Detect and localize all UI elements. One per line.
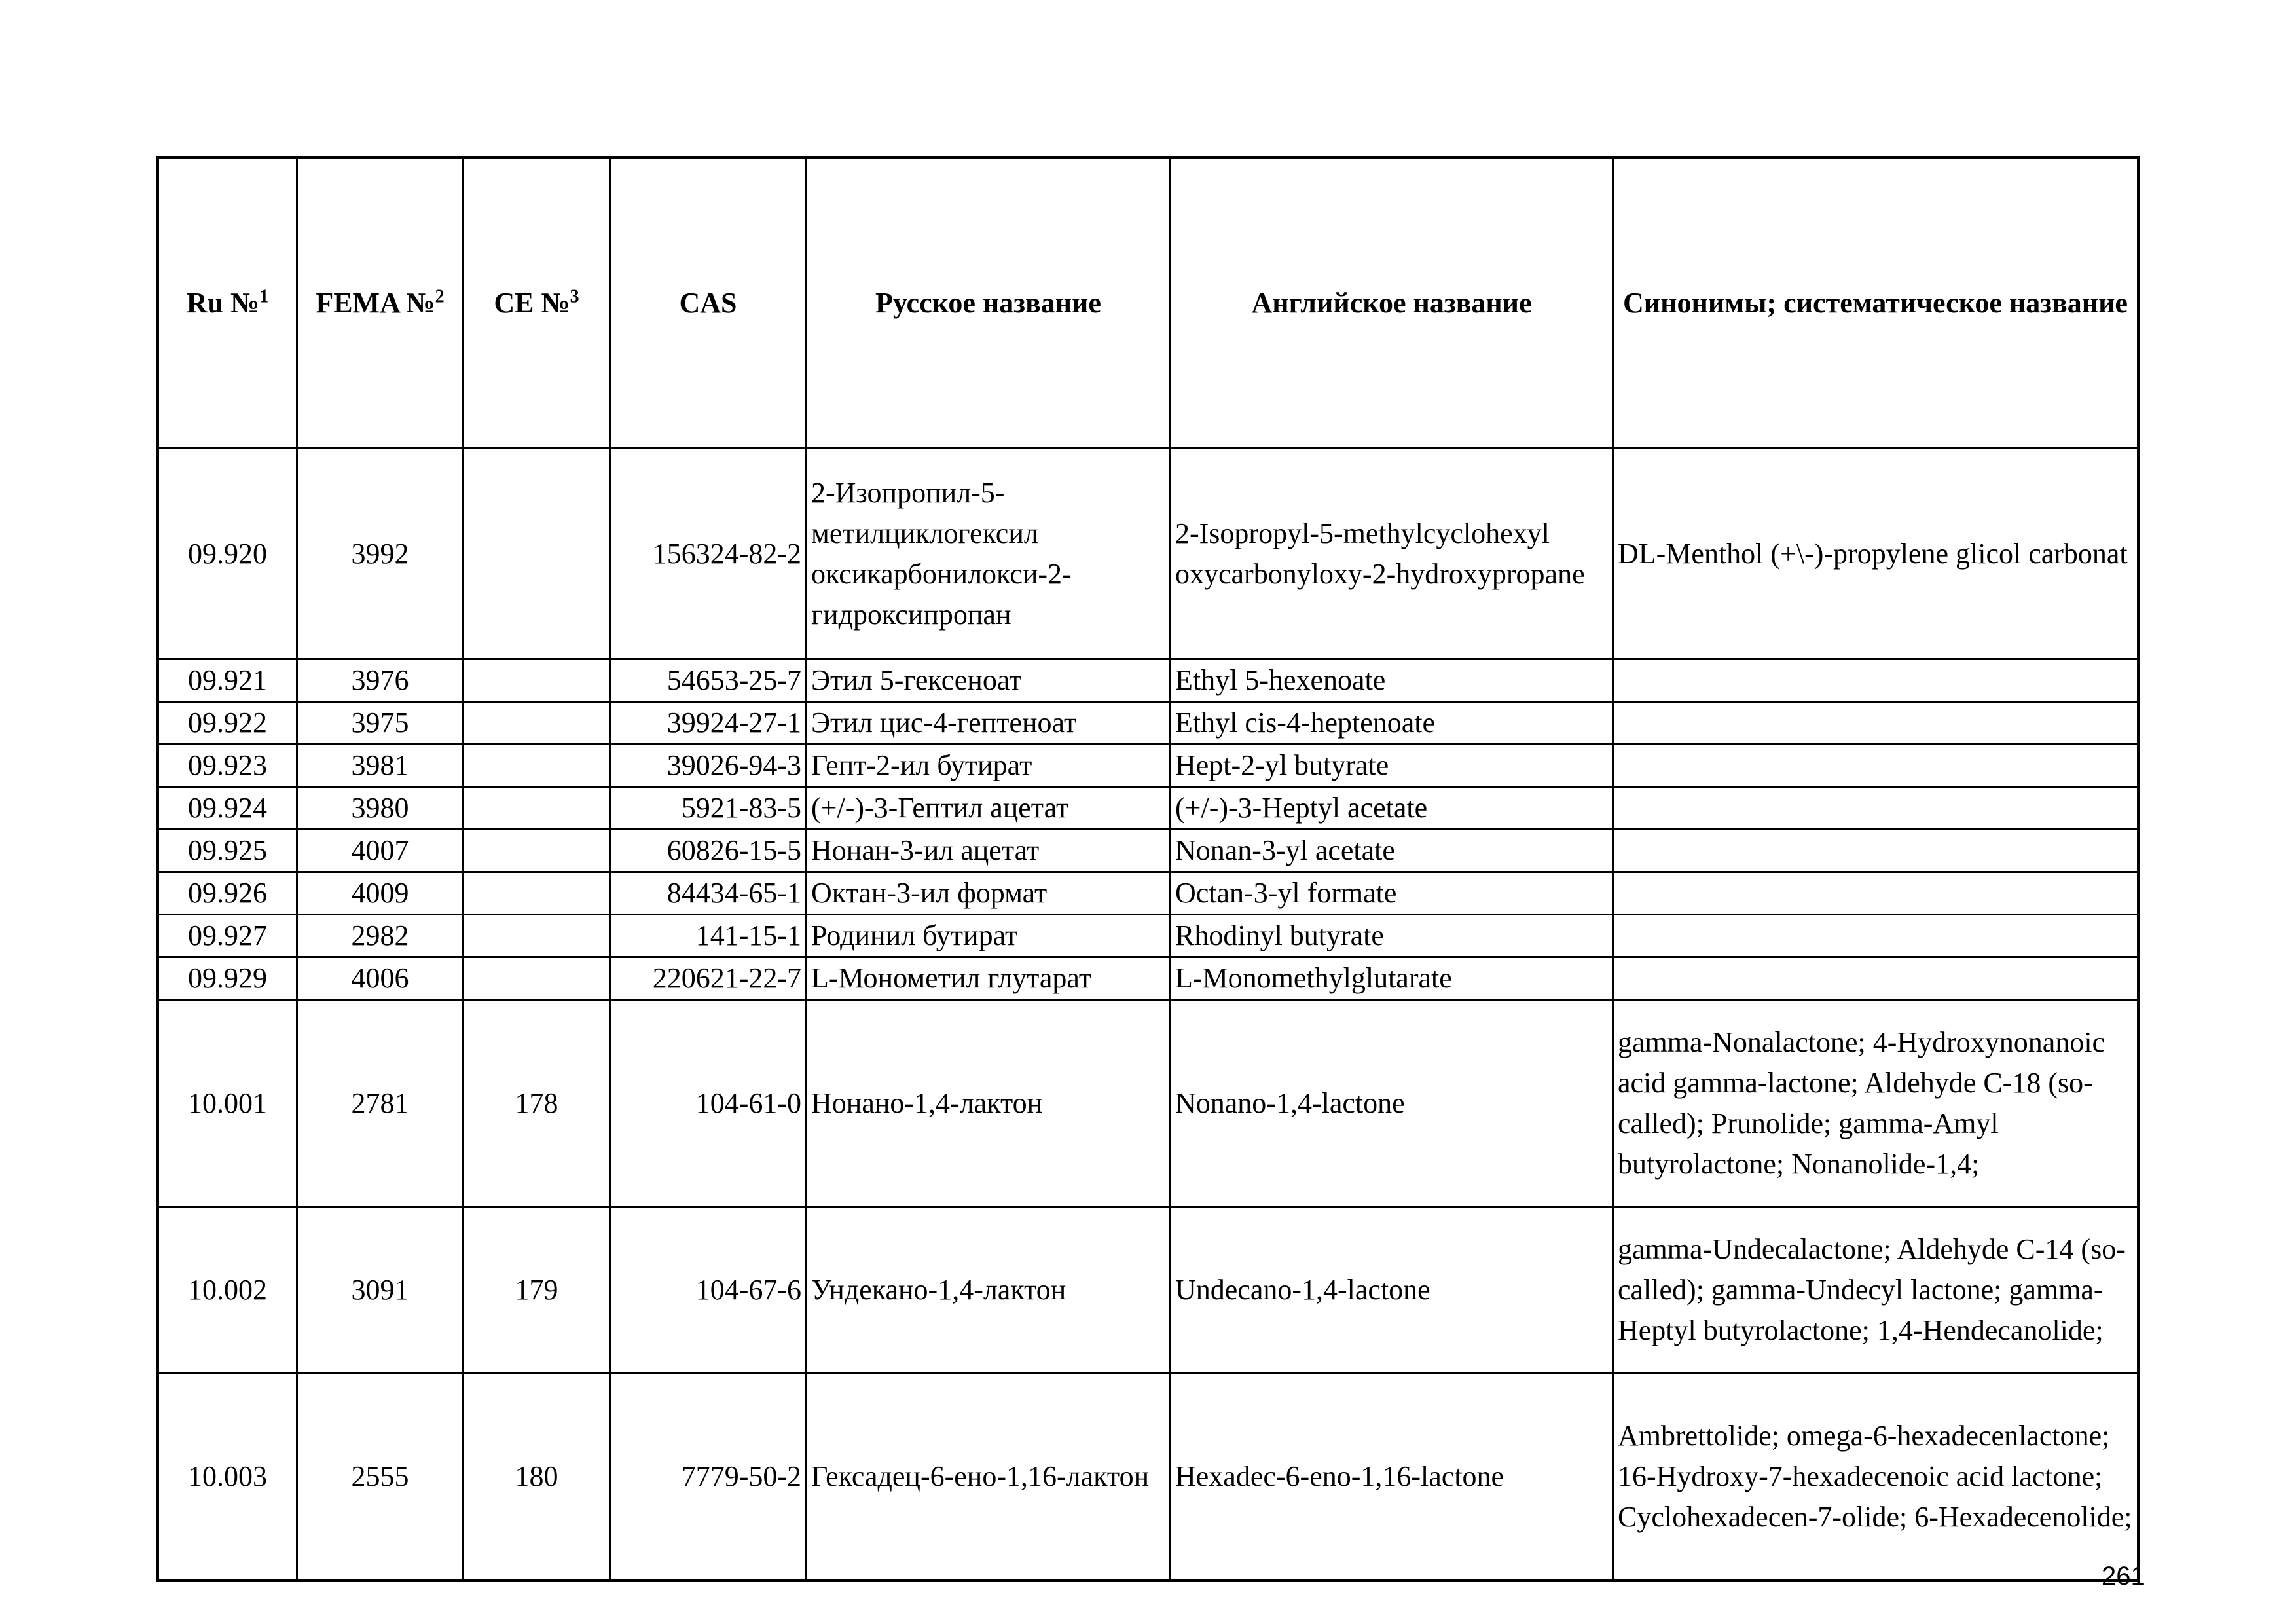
table-row bbox=[158, 702, 2139, 745]
ru-number-cell: 09.925 bbox=[158, 830, 297, 872]
header-label: CAS bbox=[679, 287, 737, 319]
synonyms-cell bbox=[1613, 915, 2139, 957]
synonyms-cell: gamma-Undecalactone; Aldehyde C-14 (so-called); gamma-Undecyl lactone; gamma-Heptyl butyrolactone; 1,4-Hendecanolide; bbox=[1613, 1208, 2139, 1373]
ru-number-cell: 09.924 bbox=[158, 787, 297, 830]
english-name-cell: 2-Isopropyl-5-methylcyclohexyl oxycarbonyloxy-2-hydroxypropane bbox=[1171, 449, 1613, 659]
synonyms-cell bbox=[1613, 872, 2139, 915]
ru-number-cell: 09.922 bbox=[158, 702, 297, 745]
cas-header bbox=[610, 158, 807, 449]
english-name-cell: Ethyl 5-hexenoate bbox=[1171, 659, 1613, 702]
synonyms-header bbox=[1613, 158, 2139, 449]
cas-cell: 84434-65-1 bbox=[610, 872, 807, 915]
header-label: Ru № bbox=[186, 287, 260, 319]
synonyms-cell bbox=[1613, 659, 2139, 702]
table-row bbox=[158, 1000, 2139, 1208]
header-label: FEMA № bbox=[316, 287, 435, 319]
russian-name-cell: Октан-3-ил формат bbox=[807, 872, 1171, 915]
synonyms-cell bbox=[1613, 702, 2139, 745]
synonyms-cell bbox=[1613, 830, 2139, 872]
cas-cell: 104-67-6 bbox=[610, 1208, 807, 1373]
ce-number-cell: 180 bbox=[464, 1373, 610, 1581]
table-row bbox=[158, 957, 2139, 1000]
ru-number-cell: 10.002 bbox=[158, 1208, 297, 1373]
russian-name-cell: L-Монометил глутарат bbox=[807, 957, 1171, 1000]
ru-number-cell: 09.921 bbox=[158, 659, 297, 702]
table-row bbox=[158, 1373, 2139, 1581]
russian-name-cell: Этил цис-4-гептеноат bbox=[807, 702, 1171, 745]
cas-cell: 39026-94-3 bbox=[610, 745, 807, 787]
ce-number-cell bbox=[464, 787, 610, 830]
table-row bbox=[158, 915, 2139, 957]
ce-number-cell bbox=[464, 915, 610, 957]
header-label: CE № bbox=[494, 287, 570, 319]
russian-name-header bbox=[807, 158, 1171, 449]
ce-number-cell bbox=[464, 659, 610, 702]
english-name-cell: Nonano-1,4-lactone bbox=[1171, 1000, 1613, 1208]
table-row bbox=[158, 659, 2139, 702]
footnote-marker: 1 bbox=[259, 286, 269, 307]
header-label: Английское название bbox=[1251, 287, 1532, 319]
fema-number-cell: 3980 bbox=[297, 787, 464, 830]
fema-number-cell: 3981 bbox=[297, 745, 464, 787]
english-name-cell: Hexadec-6-eno-1,16-lactone bbox=[1171, 1373, 1613, 1581]
ru-number-cell: 09.920 bbox=[158, 449, 297, 659]
table-row bbox=[158, 830, 2139, 872]
russian-name-cell: (+/-)-3-Гептил ацетат bbox=[807, 787, 1171, 830]
footnote-marker: 3 bbox=[570, 286, 579, 307]
russian-name-cell: Гепт-2-ил бутират bbox=[807, 745, 1171, 787]
russian-name-cell: Ундекано-1,4-лактон bbox=[807, 1208, 1171, 1373]
fema-number-cell: 3992 bbox=[297, 449, 464, 659]
table-row bbox=[158, 872, 2139, 915]
ce-number-cell: 179 bbox=[464, 1208, 610, 1373]
english-name-cell: (+/-)-3-Heptyl acetate bbox=[1171, 787, 1613, 830]
fema-number-cell: 4007 bbox=[297, 830, 464, 872]
ce-number-cell: 178 bbox=[464, 1000, 610, 1208]
fema-number-cell: 2781 bbox=[297, 1000, 464, 1208]
table-row bbox=[158, 745, 2139, 787]
ru-number-cell: 09.929 bbox=[158, 957, 297, 1000]
ru-number-cell: 09.927 bbox=[158, 915, 297, 957]
ce-number-cell bbox=[464, 830, 610, 872]
fema-number-cell: 4009 bbox=[297, 872, 464, 915]
cas-cell: 104-61-0 bbox=[610, 1000, 807, 1208]
cas-cell: 7779-50-2 bbox=[610, 1373, 807, 1581]
fema-number-cell: 3975 bbox=[297, 702, 464, 745]
ru-number-cell: 09.923 bbox=[158, 745, 297, 787]
ce-number-cell bbox=[464, 745, 610, 787]
synonyms-cell bbox=[1613, 957, 2139, 1000]
cas-cell: 141-15-1 bbox=[610, 915, 807, 957]
cas-cell: 39924-27-1 bbox=[610, 702, 807, 745]
ru-number-cell: 10.001 bbox=[158, 1000, 297, 1208]
table-row bbox=[158, 787, 2139, 830]
russian-name-cell: Нонан-3-ил ацетат bbox=[807, 830, 1171, 872]
header-label: Русское название bbox=[875, 287, 1101, 319]
ce-number-header bbox=[464, 158, 610, 449]
english-name-cell: Undecano-1,4-lactone bbox=[1171, 1208, 1613, 1373]
english-name-cell: Octan-3-yl formate bbox=[1171, 872, 1613, 915]
fema-number-cell: 2555 bbox=[297, 1373, 464, 1581]
ce-number-cell bbox=[464, 872, 610, 915]
english-name-cell: Hept-2-yl butyrate bbox=[1171, 745, 1613, 787]
cas-cell: 220621-22-7 bbox=[610, 957, 807, 1000]
russian-name-cell: Родинил бутират bbox=[807, 915, 1171, 957]
english-name-cell: Nonan-3-yl acetate bbox=[1171, 830, 1613, 872]
page-number: 261 bbox=[2102, 1562, 2145, 1591]
synonyms-cell: gamma-Nonalactone; 4-Hydroxynonanoic acid gamma-lactone; Aldehyde C-18 (so-called); Prunolide; gamma-Amyl butyrolactone; Nonanolide-1,4; bbox=[1613, 1000, 2139, 1208]
ru-number-header bbox=[158, 158, 297, 449]
russian-name-cell: 2-Изопропил-5-метилциклогексил оксикарбонилокси-2-гидроксипропан bbox=[807, 449, 1171, 659]
synonyms-cell bbox=[1613, 787, 2139, 830]
fema-number-cell: 4006 bbox=[297, 957, 464, 1000]
english-name-cell: Rhodinyl butyrate bbox=[1171, 915, 1613, 957]
ce-number-cell bbox=[464, 702, 610, 745]
english-name-cell: L-Monomethylglutarate bbox=[1171, 957, 1613, 1000]
flavor-substances-table bbox=[156, 156, 2140, 1582]
ru-number-cell: 10.003 bbox=[158, 1373, 297, 1581]
fema-number-cell: 2982 bbox=[297, 915, 464, 957]
synonyms-cell: Ambrettolide; omega-6-hexadecenlactone; 16-Hydroxy-7-hexadecenoic acid lactone; Cyclohexadecen-7-olide; 6-Hexadecenolide; bbox=[1613, 1373, 2139, 1581]
cas-cell: 54653-25-7 bbox=[610, 659, 807, 702]
cas-cell: 60826-15-5 bbox=[610, 830, 807, 872]
synonyms-cell: DL-Menthol (+\-)-propylene glicol carbonat bbox=[1613, 449, 2139, 659]
english-name-header bbox=[1171, 158, 1613, 449]
table-row bbox=[158, 1208, 2139, 1373]
russian-name-cell: Гексадец-6-ено-1,16-лактон bbox=[807, 1373, 1171, 1581]
cas-cell: 5921-83-5 bbox=[610, 787, 807, 830]
header-label: Синонимы; систематическое название bbox=[1623, 287, 2128, 319]
synonyms-cell bbox=[1613, 745, 2139, 787]
fema-number-header bbox=[297, 158, 464, 449]
english-name-cell: Ethyl cis-4-heptenoate bbox=[1171, 702, 1613, 745]
fema-number-cell: 3091 bbox=[297, 1208, 464, 1373]
russian-name-cell: Этил 5-гексеноат bbox=[807, 659, 1171, 702]
fema-number-cell: 3976 bbox=[297, 659, 464, 702]
russian-name-cell: Нонано-1,4-лактон bbox=[807, 1000, 1171, 1208]
ru-number-cell: 09.926 bbox=[158, 872, 297, 915]
table-row bbox=[158, 449, 2139, 659]
header-row bbox=[158, 158, 2139, 449]
ce-number-cell bbox=[464, 957, 610, 1000]
table-body bbox=[158, 449, 2139, 1581]
footnote-marker: 2 bbox=[435, 286, 445, 307]
ce-number-cell bbox=[464, 449, 610, 659]
cas-cell: 156324-82-2 bbox=[610, 449, 807, 659]
